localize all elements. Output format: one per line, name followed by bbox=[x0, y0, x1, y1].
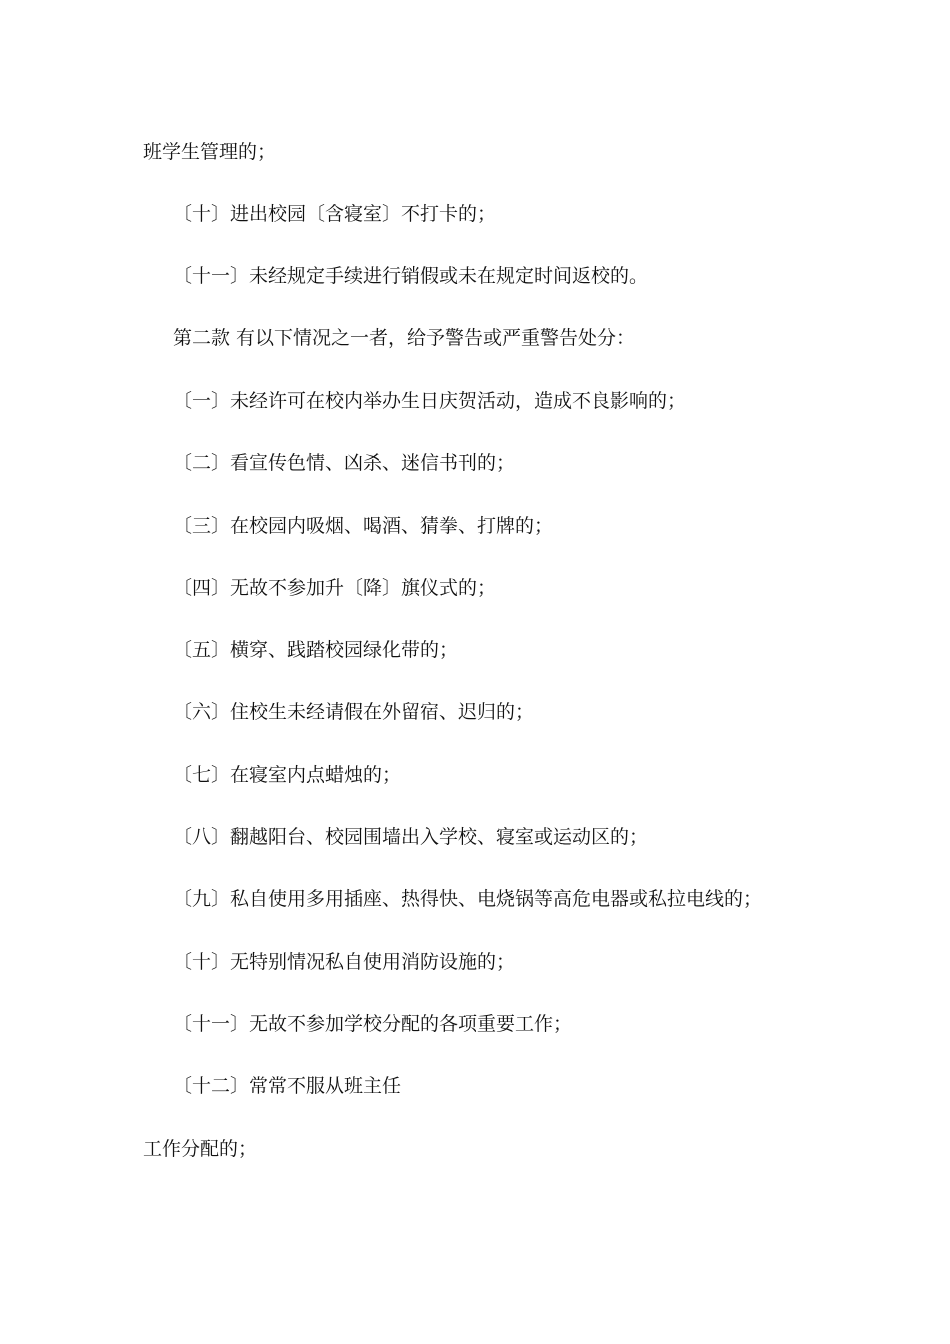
warning-item-4: 〔四〕无故不参加升〔降〕旗仪式的； bbox=[173, 577, 497, 599]
warning-item-3: 〔三〕在校园内吸烟、喝酒、猜拳、打牌的； bbox=[173, 515, 554, 537]
warning-item-7: 〔七〕在寝室内点蜡烛的； bbox=[173, 764, 402, 786]
rule-item-11: 〔十一〕未经规定手续进行销假或未在规定时间返校的。 bbox=[173, 265, 649, 287]
continuation-line: 班学生管理的； bbox=[143, 141, 277, 163]
warning-item-11: 〔十一〕无故不参加学校分配的各项重要工作； bbox=[173, 1013, 573, 1035]
continuation-line-2: 工作分配的； bbox=[143, 1138, 258, 1160]
warning-item-12: 〔十二〕常常不服从班主任 bbox=[173, 1075, 402, 1097]
warning-item-8: 〔八〕翻越阳台、校园围墙出入学校、寝室或运动区的； bbox=[173, 826, 649, 848]
warning-item-9: 〔九〕私自使用多用插座、热得快、电烧锅等高危电器或私拉电线的； bbox=[173, 888, 763, 910]
warning-item-1: 〔一〕未经许可在校内举办生日庆贺活动，造成不良影响的； bbox=[173, 390, 687, 412]
warning-item-6: 〔六〕住校生未经请假在外留宿、迟归的； bbox=[173, 701, 535, 723]
warning-item-10: 〔十〕无特别情况私自使用消防设施的； bbox=[173, 951, 516, 973]
rule-item-10: 〔十〕进出校园〔含寝室〕不打卡的； bbox=[173, 203, 497, 225]
warning-item-5: 〔五〕横穿、践踏校园绿化带的； bbox=[173, 639, 459, 661]
warning-item-2: 〔二〕看宣传色情、凶杀、迷信书刊的； bbox=[173, 452, 516, 474]
section-heading: 第二款 有以下情况之一者，给予警告或严重警告处分： bbox=[173, 327, 636, 349]
